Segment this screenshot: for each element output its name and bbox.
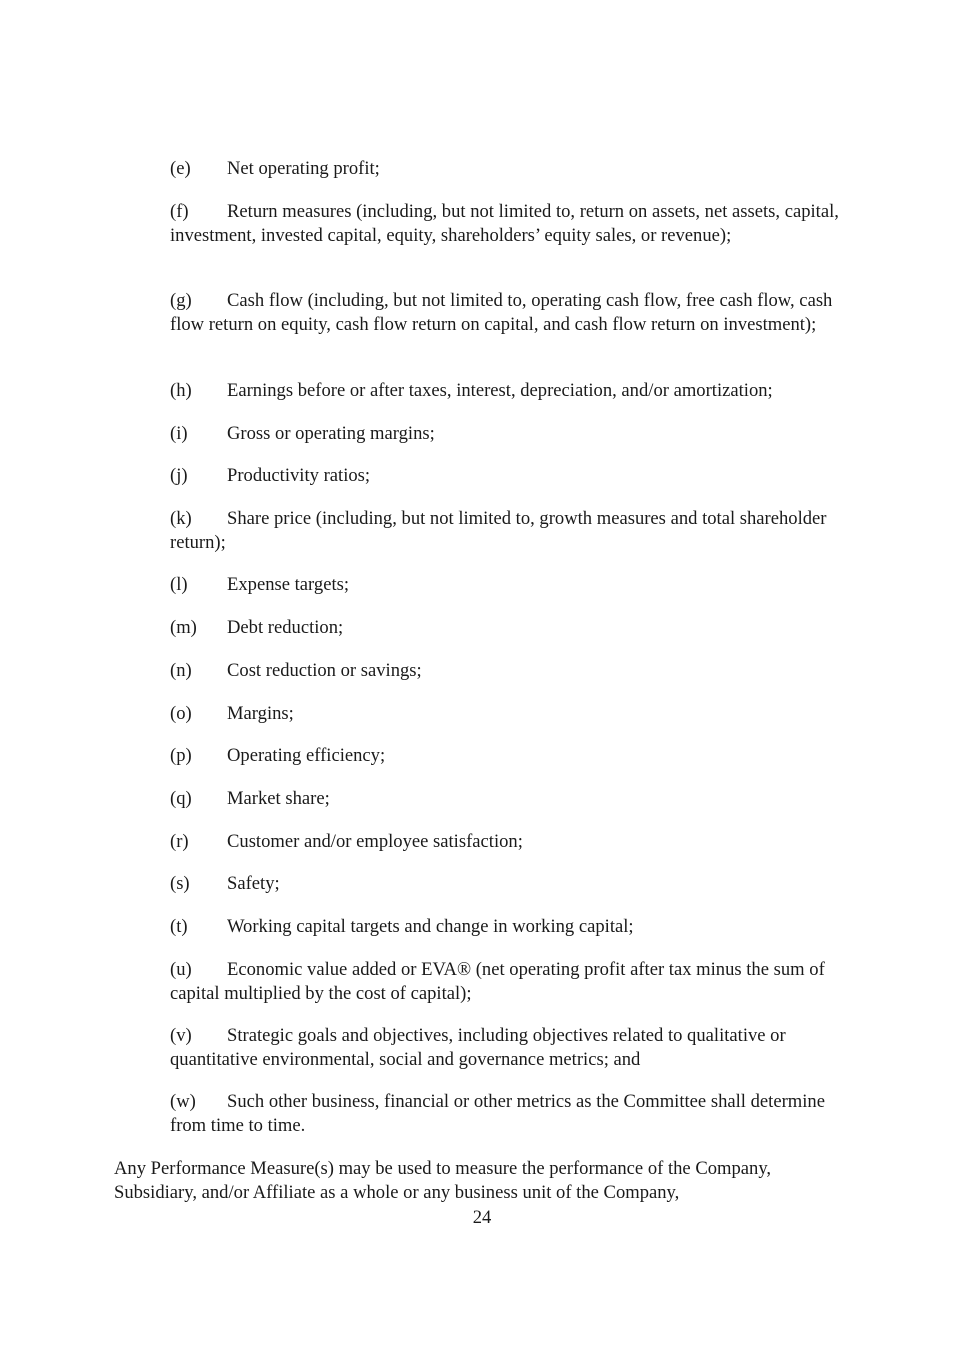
list-item-i xyxy=(170,422,850,446)
item-label: (v) xyxy=(170,1025,192,1046)
item-text: Expense targets; xyxy=(227,574,350,595)
item-text: Share price (including, but not limited to, growth measures and total shareholder return); xyxy=(170,508,827,553)
list-item-v xyxy=(170,1024,850,1071)
item-text: Cash flow (including, but not limited to, operating cash flow, free cash flow, cash flow return on equity, cash flow return on capital, and cash flow return on investment); xyxy=(170,290,833,335)
item-label: (k) xyxy=(170,508,192,529)
item-text: Such other business, financial or other metrics as the Committee shall determine from time to time. xyxy=(170,1091,825,1136)
item-text: Cost reduction or savings; xyxy=(227,660,422,681)
list-item-w xyxy=(170,1090,850,1137)
list-item-o xyxy=(170,702,850,726)
item-label: (e) xyxy=(170,158,191,179)
list-item-t xyxy=(170,915,850,939)
item-text: Margins; xyxy=(227,703,294,724)
item-text: Market share; xyxy=(227,788,330,809)
item-label: (m) xyxy=(170,617,197,638)
list-item-k xyxy=(170,507,850,554)
list-item-s xyxy=(170,872,850,896)
item-label: (f) xyxy=(170,201,189,222)
item-label: (p) xyxy=(170,745,192,766)
list-item-h xyxy=(170,379,850,403)
item-label: (s) xyxy=(170,873,190,894)
item-label: (u) xyxy=(170,959,192,980)
item-text: Return measures (including, but not limited to, return on assets, net assets, capital, investment, invested capital, equity, shareholders’ equity sales, or revenue); xyxy=(170,201,839,246)
list-item-f xyxy=(170,200,850,247)
item-label: (w) xyxy=(170,1091,196,1112)
item-text: Economic value added or EVA® (net operating profit after tax minus the sum of capital multiplied by the cost of capital); xyxy=(170,959,825,1004)
item-label: (n) xyxy=(170,660,192,681)
item-label: (r) xyxy=(170,831,189,852)
item-label: (g) xyxy=(170,290,192,311)
list-item-u xyxy=(170,958,850,1005)
item-label: (h) xyxy=(170,380,192,401)
item-text: Customer and/or employee satisfaction; xyxy=(227,831,523,852)
item-text: Debt reduction; xyxy=(227,617,344,638)
item-label: (i) xyxy=(170,423,188,444)
item-label: (q) xyxy=(170,788,192,809)
page-number: 24 xyxy=(472,1207,492,1228)
list-item-q xyxy=(170,787,850,811)
list-item-m xyxy=(170,616,850,640)
item-text: Safety; xyxy=(227,873,280,894)
list-item-p xyxy=(170,744,850,768)
item-label: (j) xyxy=(170,465,188,486)
item-text: Strategic goals and objectives, including objectives related to qualitative or quantitative environmental, social and governance metrics; and xyxy=(170,1025,786,1070)
list-item-n xyxy=(170,659,850,683)
list-item-l xyxy=(170,573,850,597)
item-label: (o) xyxy=(170,703,192,724)
list-item-g xyxy=(170,289,850,336)
item-text: Earnings before or after taxes, interest, depreciation, and/or amortization; xyxy=(227,380,773,401)
item-text: Net operating profit; xyxy=(227,158,380,179)
item-text: Gross or operating margins; xyxy=(227,423,435,444)
item-label: (t) xyxy=(170,916,188,937)
closing-paragraph: Any Performance Measure(s) may be used to measure the performance of the Company, Subsidiary, and/or Affiliate as a whole or any business unit of the Company, xyxy=(114,1158,772,1203)
item-text: Productivity ratios; xyxy=(227,465,371,486)
item-text: Working capital targets and change in working capital; xyxy=(227,916,634,937)
item-text: Operating efficiency; xyxy=(227,745,386,766)
item-label: (l) xyxy=(170,574,188,595)
list-item-e xyxy=(170,157,850,181)
list-item-r xyxy=(170,830,850,854)
list-item-j xyxy=(170,464,850,488)
